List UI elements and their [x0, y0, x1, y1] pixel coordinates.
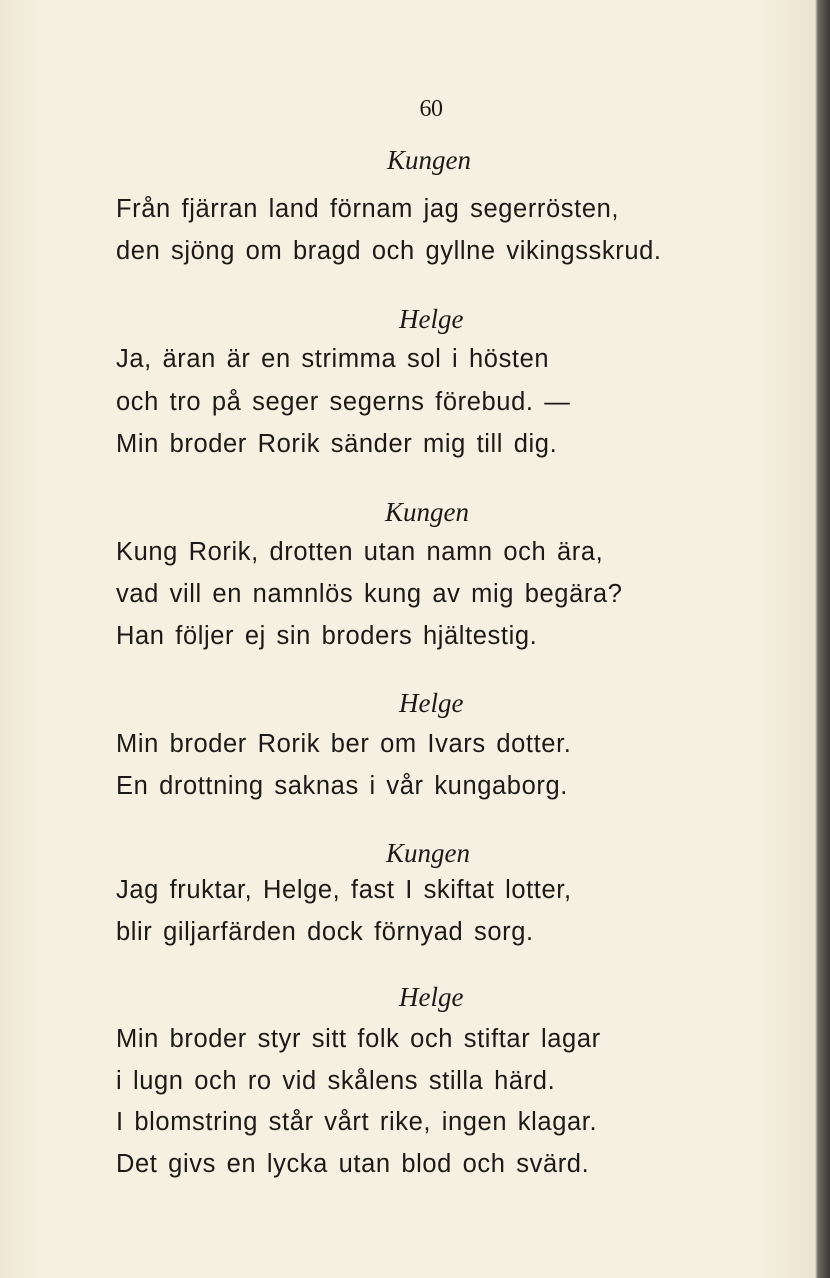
- verse-line: Det givs en lycka utan blod och svärd.: [116, 1150, 590, 1178]
- verse-line: och tro på seger segerns förebud. —: [116, 388, 571, 416]
- speaker-name: Kungen: [386, 838, 470, 868]
- verse-line: Kung Rorik, drotten utan namn och ära,: [116, 538, 604, 566]
- speaker-name: Helge: [399, 982, 464, 1012]
- verse-line: blir giljarfärden dock förnyad sorg.: [116, 918, 534, 946]
- verse-line: Min broder Rorik sänder mig till dig.: [116, 430, 558, 458]
- page-number: 60: [419, 96, 443, 122]
- verse-line: i lugn och ro vid skålens stilla härd.: [116, 1067, 556, 1095]
- speaker-name: Kungen: [385, 497, 469, 527]
- verse-line: Min broder Rorik ber om Ivars dotter.: [116, 730, 572, 758]
- verse-line: den sjöng om bragd och gyllne vikingsskrud.: [116, 237, 662, 265]
- verse-line: vad vill en namnlös kung av mig begära?: [116, 580, 623, 608]
- verse-line: Ja, äran är en strimma sol i hösten: [116, 345, 550, 373]
- verse-line: Jag fruktar, Helge, fast I skiftat lotter,: [116, 876, 572, 904]
- speaker-name: Helge: [399, 304, 464, 334]
- verse-line: Han följer ej sin broders hjältestig.: [116, 622, 538, 650]
- verse-line: Min broder styr sitt folk och stiftar lagar: [116, 1025, 601, 1053]
- speaker-name: Kungen: [387, 145, 471, 175]
- verse-line: I blomstring står vårt rike, ingen klagar.: [116, 1108, 598, 1136]
- verse-line: Från fjärran land förnam jag segerrösten,: [116, 195, 620, 223]
- verse-line: En drottning saknas i vår kungaborg.: [116, 772, 568, 800]
- speaker-name: Helge: [399, 688, 464, 718]
